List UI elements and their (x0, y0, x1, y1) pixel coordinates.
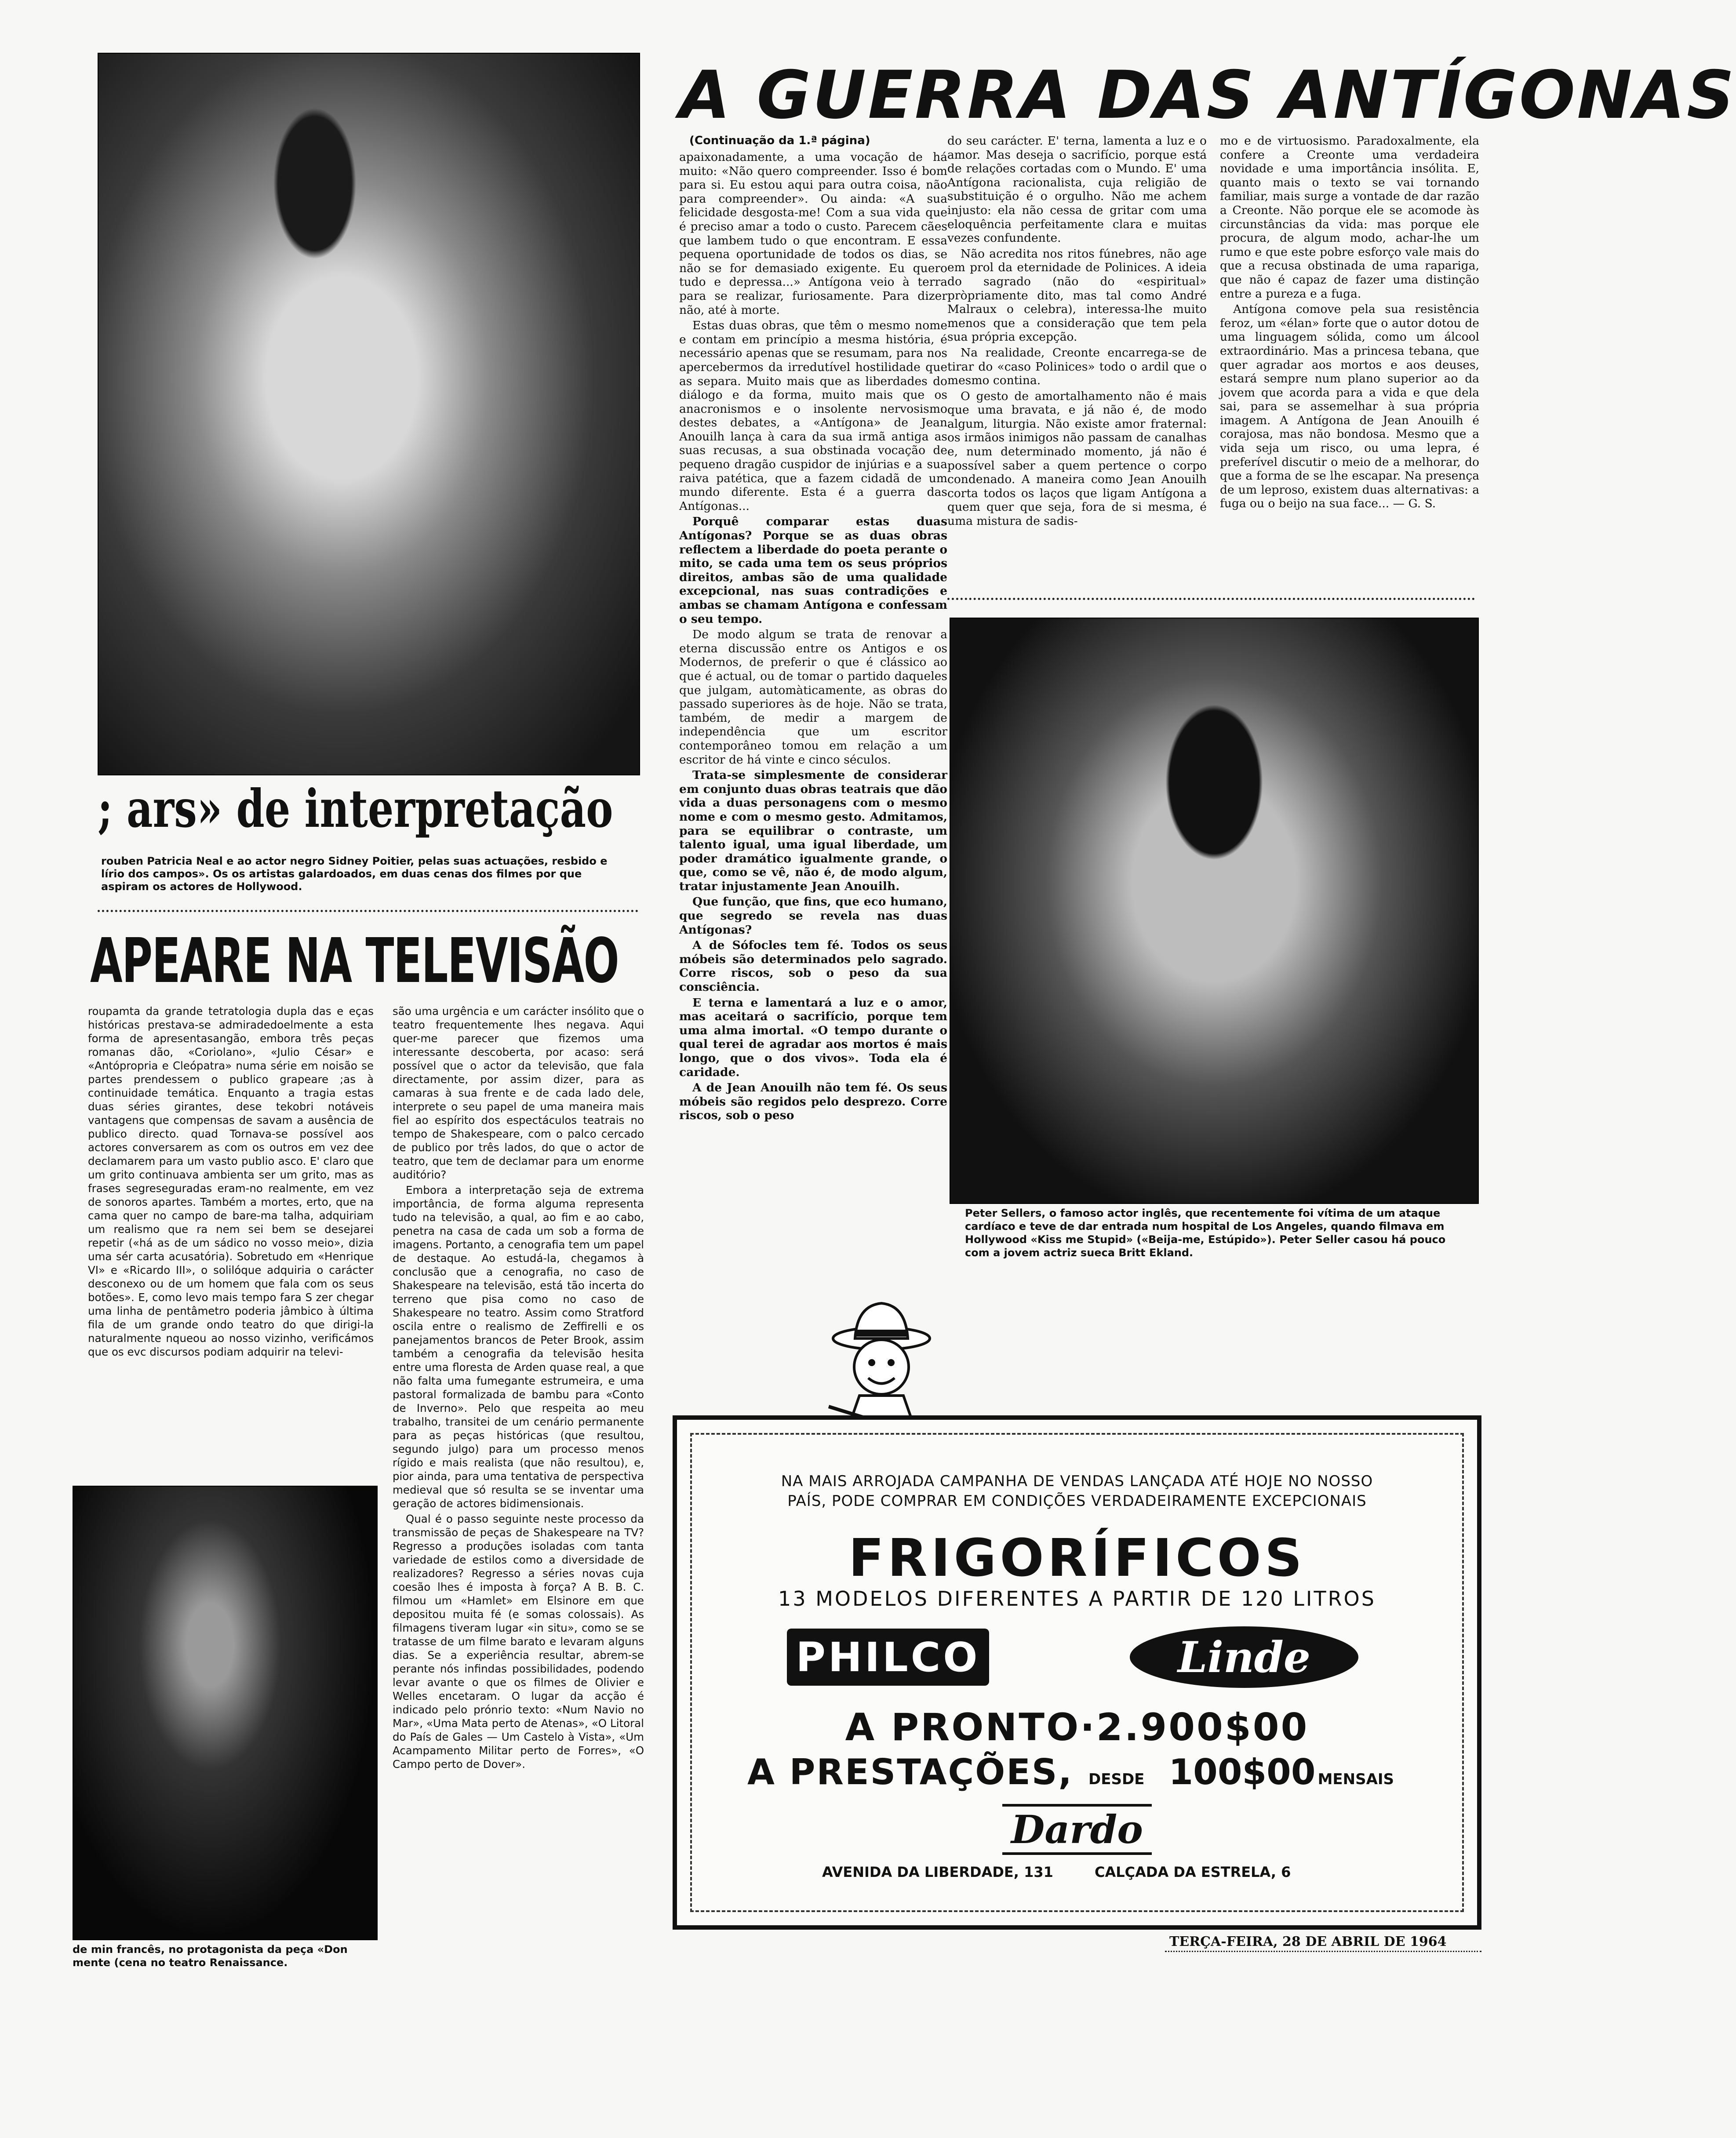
philco-label: PHILCO (796, 1633, 980, 1681)
paragraph: roupamta da grande tetratologia dupla das e eças históricas prestava-se admiradedoelmente a esta forma de apresentasangão, embora três peças romanas dão, «Coriolano», «Julio César» e «Antópropria e Cleópatra» numa série em noisão se partes prendessem o publico grapeare ;as à continuidade temática. Enquanto a tragia estas duas séries girantes, dese tekobri notáveis vantagens que compensas de savam a ausência de publico directo. quad Tornava-se possível aos actores conversarem as com os outros em vez dee declamarem para um vasto publio asco. E' claro que um grito continuava ambienta ser um grito, mas as frases segreseguradas eram-no realmente, em vez de sonoros apartes. Também a mortes, erto, que na cama quer no campo de bare-ma talha, adquiriam um realismo que ra nem sei bem se desejarei repetir («há as de um sádico no vosso meio», dizia uma sér carta acusatória). Sobretudo em «Henrique VI» e «Ricardo III», o solilóque adquiria o carácter desconexo ou de um homem que fala com os seus botões». E, como levo mais tempo fara S zer chegar uma linha de pentâmetro poderia jâmbico à última fila de um grande ondo teatro do que dirigi-la naturalmente nqueou ao nosso vizinho, verificámos que os evc discursos podiam adquirir na televi- (88, 1005, 374, 1358)
paragraph: Não acredita nos ritos fúnebres, não age em prol da eternidade de Polinices. A ideia do sagrado (não do «espiritual» pròpriamente dito, mas tal como André Malraux o celebra), interessa-lhe muito menos que a consideração que tem pela sua própria excepção. (947, 247, 1207, 344)
paragraph: A de Sófocles tem fé. Todos os seus móbeis são determinados pelo sagrado. Corre riscos, sob o peso da sua consciência. (679, 938, 947, 994)
main-headline: A GUERRA DAS ANTÍGONAS (679, 57, 1736, 134)
poitier-photo (98, 53, 640, 775)
antigonas-column-2 (947, 134, 1207, 591)
paragraph: E terna e lamentará a luz e o amor, mas aceitará o sacrifício, porque tem uma alma imortal. «O tempo durante o qual terei de agradar aos mortos é mais longo, que o dos vivos». Toda ela é caridade. (679, 996, 947, 1079)
paragraph: mo e de virtuosismo. Paradoxalmente, ela confere a Creonte uma verdadeira novidade e uma importância insólita. E, quanto mais o texto se vai tornando familiar, mais surge a vontade de dar razão a Creonte. Não porque ele se acomode às circunstâncias da vida: mas porque ele procura, de algum modo, achar-lhe um rumo e que este pobre esforço vale mais do que a recusa obstinada de uma rapariga, que não é capaz de fazer uma distinção entre a pureza e a fuga. (1220, 134, 1479, 301)
advert-product: FRIGORÍFICOS (848, 1527, 1306, 1588)
advert-address-1: AVENIDA DA LIBERDADE, 131 (822, 1864, 1053, 1880)
bottom-left-caption: de min francês, no protagonista da peça «Don mente (cena no teatro Renaissance. (73, 1943, 348, 1969)
antigonas-column-1 (679, 150, 947, 1280)
paragraph: são uma urgência e um carácter insólito que o teatro frequentemente lhes negava. Aqui quer-me parecer que fizemos uma interessante descoberta, por acaso: será possível que o actor da televisão, que fala directamente, por assim dizer, para as camaras à sua frente e de cada lado dele, interprete o seu papel de uma maneira mais fiel ao espírito dos espectáculos teatrais no tempo de Shakespeare, com o palco cercado de publico por três lados, do que o actor de teatro, que tem de declamar para um enorme auditório? (393, 1005, 644, 1181)
footer-date: TERÇA-FEIRA, 28 DE ABRIL DE 1964 (1169, 1934, 1447, 1949)
sellers-caption: Peter Sellers, o famoso actor inglês, que recentemente foi vítima de um ataque cardíaco e teve de dar entrada num hospital de Los Angeles, quando filmava em Hollywood «Kiss me Stupid» («Beija-me, Estúpido»). Peter Seller casou há pouco com a jovem actriz sueca Britt Ekland. (965, 1207, 1446, 1259)
continuation-note: (Continuação da 1.ª página) (689, 134, 870, 147)
dardo-logo (677, 1807, 1477, 1852)
advert-intro-line-1: NA MAIS ARROJADA CAMPANHA DE VENDAS LANÇADA ATÉ HOJE NO NOSSO (781, 1473, 1373, 1490)
divider-antigonas (947, 598, 1475, 600)
advert-desde: DESDE (1088, 1771, 1145, 1788)
footer-rule (1165, 1951, 1481, 1952)
advert-pronto: A PRONTO·2.900$00 (845, 1705, 1309, 1749)
linde-logo (1130, 1626, 1358, 1688)
paragraph: O gesto de amortalhamento não é mais que uma bravata, e já não é, de modo algum, liturgia. Não existe amor fraternal: os irmãos inimigos não passam de canalhas e, num determinado momento, já não é possível saber a quem pertence o corpo condenado. A maneira como Jean Anouilh corta todos os laços que ligam Antígona a quem quer que seja, fora de si mesma, é uma mistura de sadis- (947, 389, 1207, 528)
advert-mensais: MENSAIS (1317, 1771, 1394, 1788)
paragraph: Porquê comparar estas duas Antígonas? Porque se as duas obras reflectem a liberdade do poeta perante o mito, se cada uma tem os seus próprios direitos, ambas são de uma qualidade excepcional, nas suas contradições e ambas se chamam Antígona e confessam o seu tempo. (679, 515, 947, 626)
oscars-caption: rouben Patricia Neal e ao actor negro Sidney Poitier, pelas suas actuações, resbido e lírio dos campos». Os os artistas galardoados, em duas cenas dos filmes por que aspiram os actores de Hollywood. (101, 855, 608, 893)
paragraph: Antígona comove pela sua resistência feroz, um «élan» forte que o autor dotou de uma linguagem sólida, como um álcool extraordinário. Mas a princesa tebana, que quer agradar aos mortos e aos deuses, estará sempre num plano superior ao da jovem que acorda para a vida e que dela sai, para se assemelhar à sua própria imagem. A Antígona de Jean Anouilh é corajosa, mas não bondosa. Mesmo que a vida seja um risco, ou uma lepra, é preferível discutir o meio de a melhorar, do que a forma de se lhe escapar. Na presença de um leproso, existem duas alternativas: a fuga ou o beijo na sua face... — G. S. (1220, 302, 1479, 511)
paragraph: Na realidade, Creonte encarrega-se de tirar do «caso Polinices» todo o ardil que o mesmo contina. (947, 345, 1207, 388)
paragraph: do seu carácter. E' terna, lamenta a luz e o amor. Mas deseja o sacrifício, porque está de relações cortadas com o Mundo. E' uma Antígona racionalista, cuja religião de substituição é o orgulho. Não me achem injusto: ela não cessa de gritar com uma eloquência perfeitamente clara e muitas vezes confundente. (947, 134, 1207, 245)
paragraph: Qual é o passo seguinte neste processo da transmissão de peças de Shakespeare na TV? Regresso a produções isoladas com tanta variedade de estilos como a diversidade de realizadores? Regresso a séries novas cuja coesão lhes é imposta à força? A B. B. C. filmou um «Hamlet» em Elsinore em que depositou muita fé (e somas colossais). As filmagens tiveram lugar «in situ», como se se tratasse de um filme barato e levaram alguns dias. Se a experiência resultar, abrem-se perante nós infindas possibilidades, podendo levar avante o que os filmes de Olivier e Welles encetaram. O lugar da acção é indicado pelo prónrio texto: «Num Navio no Mar», «Uma Mata perto de Atenas», «O Litoral do País de Gales — Um Castelo à Vista», «Um Acampamento Militar perto de Forres», «O Campo perto de Dover». (393, 1513, 644, 1771)
peter-sellers-photo (950, 618, 1479, 1204)
paragraph: Que função, que fins, que eco humano, que segredo se revela nas duas Antígonas? (679, 895, 947, 937)
shakespeare-column-2 (393, 1004, 644, 1958)
advert-prestacoes-value: 100$00 (1168, 1752, 1316, 1793)
bottom-left-photo (73, 1486, 378, 1940)
paragraph: Estas duas obras, que têm o mesmo nome e contam em princípio a mesma história, é necessário apenas que se resumam, para nos apercebermos da irredutível hostilidade que as separa. Muito mais que as liberdades do diálogo e da forma, muito mais que os anacronismos e o insolente nervosismo destes debates, a «Antígona» de Jean Anouilh lança à cara da sua irmã antiga as suas recusas, a sua obstinada vocação de pequeno dragão cuspidor de injúrias e a sua raiva patética, que a fazem cidadã de um mundo diferente. Esta é a guerra das Antígonas... (679, 319, 947, 513)
paragraph: Trata-se simplesmente de considerar em conjunto duas obras teatrais que dão vida a duas personagens com o mesmo nome e com o mesmo gesto. Admitamos, para se equilibrar o contraste, um talento igual, uma igual liberdade, um poder dramático igualmente grande, o que, como se vê, não é, de modo algum, tratar injustamente Jean Anouilh. (679, 768, 947, 893)
oscars-headline: ; ars» de interpretação (98, 778, 613, 839)
advert-models: 13 MODELOS DIFERENTES A PARTIR DE 120 LITROS (778, 1587, 1376, 1611)
paragraph: apaixonadamente, a uma vocação de há muito: «Não quero compreender. Isso é bom para si. Eu estou aqui para outra coisa, não para compreender». Ou ainda: «A sua felicidade desgosta-me! Com a sua vida que é preciso amar a todo o custo. Parecem cães que lambem tudo o que encontram. E essa pequena oportunidade de todos os dias, se não se for demasiado exigente. Eu quero tudo e depressa...» Antígona veio à terra para se realizar, furiosamente. Para dizer não, até à morte. (679, 150, 947, 317)
paragraph: A de Jean Anouilh não tem fé. Os seus móbeis são regidos pelo desprezo. Corre riscos, sob o peso (679, 1081, 947, 1123)
frigorificos-advert (673, 1415, 1481, 1930)
advert-prestacoes-row (747, 1752, 1407, 1793)
antigonas-column-3 (1220, 134, 1479, 591)
philco-logo (787, 1629, 989, 1686)
paragraph: De modo algum se trata de renovar a eterna discussão entre os Antigos e os Modernos, de preferir o que é clássico ao que é actual, ou de tomar o partido daqueles que julgam, automàticamente, as obras do passado superiores às de hoje. Não se trata, também, de medir a margem de independência que um escritor contemporâneo tomou em relação a um escritor de há vinte e cinco séculos. (679, 628, 947, 767)
advert-intro-line-2: PAÍS, PODE COMPRAR EM CONDIÇÕES VERDADEIRAMENTE EXCEPCIONAIS (787, 1492, 1367, 1510)
shakespeare-headline: APEARE NA TELEVISÃO (90, 925, 619, 997)
shakespeare-column-1 (88, 1004, 374, 1462)
advert-address-2: CALÇADA DA ESTRELA, 6 (1095, 1864, 1291, 1880)
dardo-label: Dardo (1002, 1804, 1152, 1855)
divider-oscars (98, 910, 638, 912)
linde-label: Linde (1178, 1632, 1310, 1682)
advert-prestacoes: A PRESTAÇÕES, (747, 1752, 1073, 1793)
paragraph: Embora a interpretação seja de extrema importância, de forma alguma representa tudo na televisão, a qual, ao fim e ao cabo, penetra na casa de cada um sob a forma de imagens. Portanto, a cenografia tem um papel de destaque. Ao estudá-la, chegamos à conclusão que a cenografia, no caso de Shakespeare na televisão, está tão incerta do terreno que pisa como no caso de Shakespeare no teatro. Assim como Stratford oscila entre o realismo de Zeffirelli e os panejamentos brancos de Peter Brook, assim também a cenografia da televisão hesita entre uma floresta de Arden quase real, a que não falta uma fumegante estrumeira, e uma pastoral formalizada de bambu para «Conto de Inverno». Pelo que respeita ao meu trabalho, transitei de um cenário permanente para as peças históricas (que resultou, segundo julgo) para um processo menos rígido e mais realista (que não resultou), e, pior ainda, para uma tentativa de perspectiva medieval que só resulta se se inventar uma geração de actores bidimensionais. (393, 1184, 644, 1510)
